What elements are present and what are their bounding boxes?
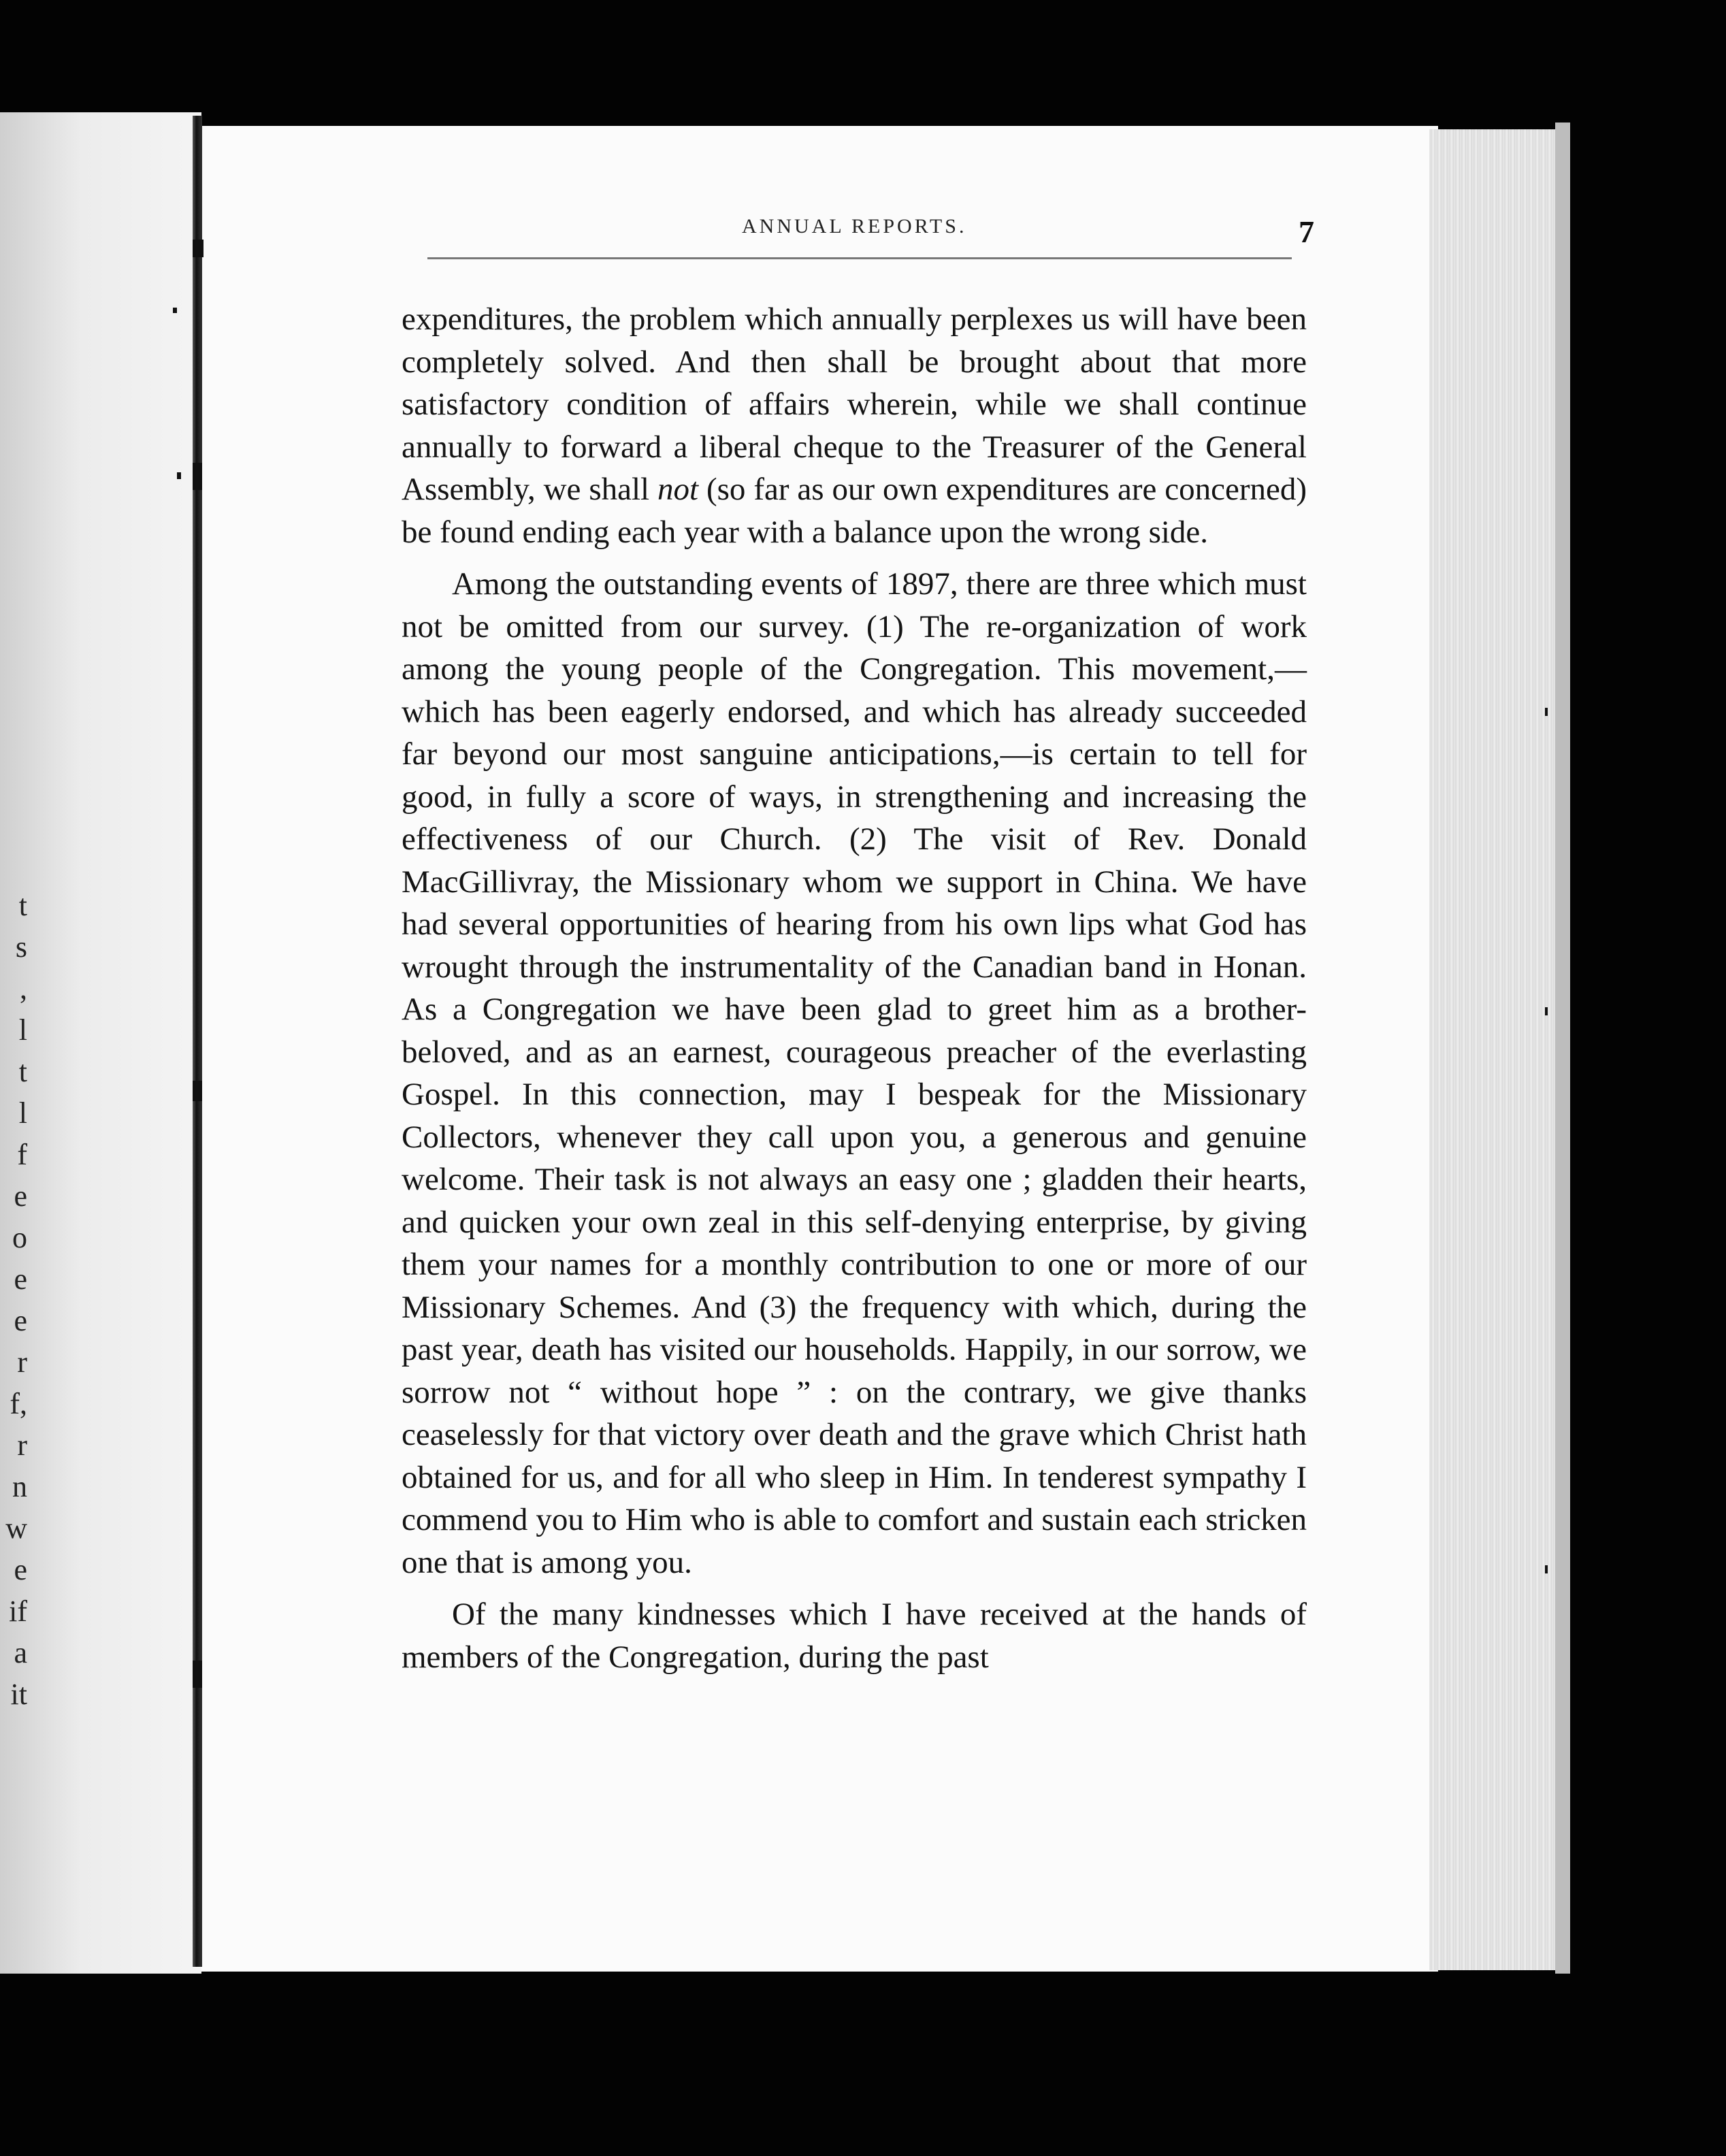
page-number: 7	[1299, 214, 1314, 249]
speck	[193, 1081, 202, 1101]
left-page-edge-text	[0, 885, 27, 1715]
speck	[1545, 1565, 1548, 1573]
speck	[173, 308, 177, 313]
left-edge-letter: n	[12, 1470, 27, 1503]
left-edge-letter: r	[17, 1428, 27, 1462]
left-edge-letter: t	[18, 1055, 27, 1088]
page-edge-border	[1555, 122, 1570, 1974]
running-title: ANNUAL REPORTS.	[742, 215, 967, 238]
left-edge-letter: f,	[10, 1387, 27, 1420]
body-text	[402, 298, 1307, 1678]
left-edge-letter: r	[17, 1345, 27, 1379]
left-edge-letter: e	[14, 1262, 27, 1296]
left-edge-letter: it	[10, 1678, 27, 1711]
speck	[193, 463, 202, 490]
speck	[193, 240, 203, 257]
paragraph-3: Of the many kindnesses which I have received at the hands of members of the Congregation, during the past	[402, 1597, 1307, 1675]
speck	[1545, 1007, 1548, 1015]
left-edge-letter: if	[9, 1595, 27, 1628]
left-edge-letter: l	[18, 1096, 27, 1130]
paragraph-2: Among the outstanding events of 1897, there are three which must not be omitted from our survey. (1) The re-organization of work among the young people of the Congregation. This movement,—which has been eagerly endorsed, and which has already succeeded far beyond our most sanguine anticipations,—is certain to tell for good, in fully a score of ways, in strengthening and increasing the effectiveness of our Church. (2) The visit of Rev. Donald MacGillivray, the Missionary whom we support in China. We have had several opportunities of hearing from his own lips what God has wrought through the instrumentality of the Canadian band in Honan. As a Congregation we have been glad to greet him as a brother-beloved, and as an earnest, courageous preacher of the everlasting Gospel. In this connection, may I bespeak for the Missionary Collectors, whenever they call upon you, a generous and genuine welcome. Their task is not always an easy one ; gladden their hearts, and quicken your own zeal in this self-denying enterprise, by giving them your names for a monthly contribution to one or more of our Missionary Schemes. And (3) the frequency with which, during the past year, death has visited our households. Happily, in our sorrow, we sorrow not “ without hope ” : on the contrary, we give thanks ceaselessly for that victory over death and the grave which Christ hath obtained for us, and for all who sleep in Him. In tenderest sympathy I commend you to Him who is able to comfort and sustain each stricken one that is among you.	[402, 566, 1307, 1580]
page-edge-stack	[1429, 129, 1565, 1970]
left-page	[0, 112, 201, 1974]
paragraph-1	[402, 298, 1307, 553]
left-edge-letter: a	[14, 1636, 27, 1669]
left-edge-letter: f	[17, 1138, 27, 1171]
left-edge-letter: e	[14, 1179, 27, 1213]
speck	[1545, 708, 1548, 716]
paragraph-1-text: expenditures, the problem which annually perplexes us will have been completely solved. And then shall be brought about that more satisfactory condition of affairs wherein, while we shall continue annually to forward a liberal cheque to the Treasurer of the General Assembly, we shall	[402, 301, 1307, 507]
left-edge-letter: e	[14, 1304, 27, 1337]
left-edge-letter: ,	[20, 972, 27, 1005]
paragraph-1-text-end: (so far as our own expenditures are concerned) be found ending each year with a balance upon the wrong side.	[402, 472, 1307, 550]
left-edge-letter: s	[15, 930, 27, 964]
left-edge-letter: o	[12, 1221, 27, 1254]
header-rule	[427, 257, 1292, 259]
left-edge-letter: t	[18, 889, 27, 922]
left-edge-letter: w	[5, 1512, 27, 1545]
speck	[193, 1661, 202, 1688]
left-edge-letter: l	[18, 1013, 27, 1047]
paragraph-1-italic: not	[657, 472, 699, 507]
left-edge-letter: e	[14, 1553, 27, 1586]
book-gutter	[193, 116, 202, 1967]
speck	[177, 472, 181, 479]
